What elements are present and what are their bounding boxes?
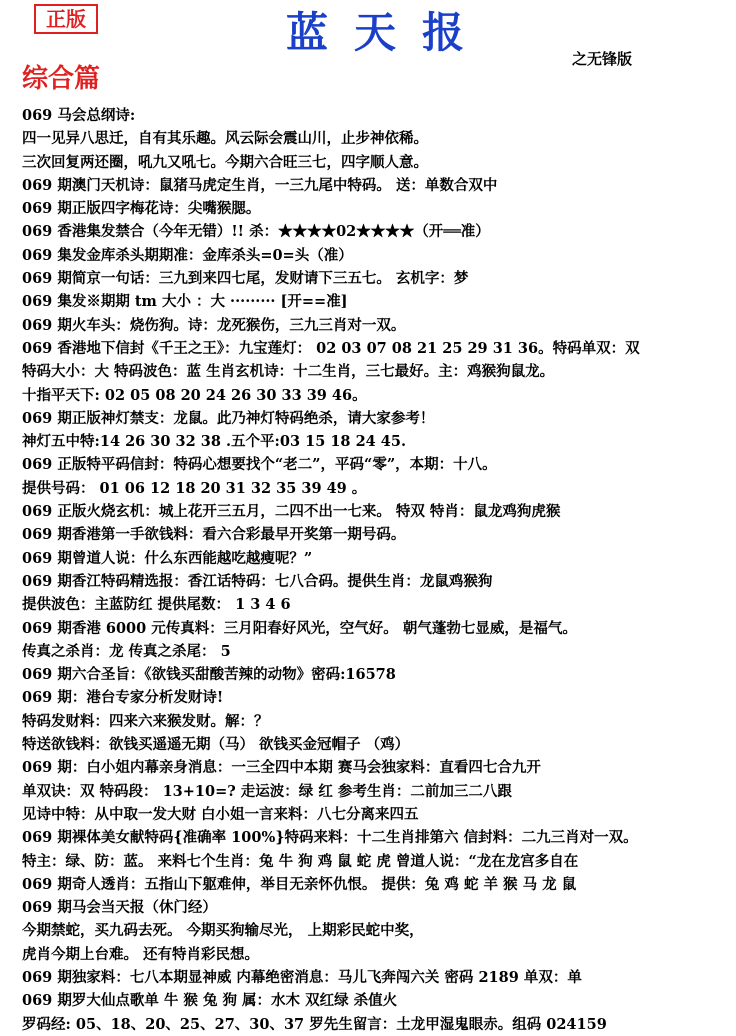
- text-line: 特主：绿、防：蓝。 来料七个生肖：兔 牛 狗 鸡 鼠 蛇 虎 曾道人说：“龙在龙宫多自在: [22, 852, 579, 870]
- text-line: 罗码经: 05、18、20、25、27、30、37 罗先生留言：土龙甲湿鬼眼赤。组码 024159: [22, 1015, 607, 1033]
- content-body: [22, 104, 722, 1036]
- text-line: 提供波色：主蓝防红 提供尾数： 1 3 4 6: [22, 596, 291, 614]
- text-line: 069 期正版神灯禁支：龙鼠。此乃神灯特码绝杀，请大家参考！: [22, 409, 435, 427]
- text-line: 069 香港地下信封《千王之王》：九宝莲灯： 02 03 07 08 21 25 29 31 36。特码单双：双: [22, 339, 640, 357]
- text-line: 069 正版特平码信封：特码心想要找个“老二”，平码“零”，本期：十八。: [22, 456, 497, 474]
- text-line: 069 期独家料：七八本期显神威 内幕绝密消息：马儿飞奔闯六关 密码 2189 单双：单: [22, 968, 582, 986]
- text-line: 069 集发金库杀头期期准：金库杀头=0=头（准）: [22, 246, 353, 264]
- text-line: 069 期香港第一手欲钱料：看六合彩最早开奖第一期号码。: [22, 526, 406, 544]
- text-line: 三次回复两还圈，吼九又吼七。今期六合旺三七，四字顺人意。: [22, 153, 428, 171]
- text-line: 传真之杀肖：龙 传真之杀尾： 5: [22, 642, 231, 660]
- text-line: 069 期六合圣旨：《欲钱买甜酸苦辣的动物》密码:16578: [22, 666, 396, 684]
- section-heading: 综合篇: [22, 64, 101, 94]
- text-line: 069 期裸体美女献特码{准确率 100%}特码来料：十二生肖排第六 信封料：二九三肖对一双。: [22, 829, 638, 847]
- text-line: 069 期简京一句话：三九到来四七尾，发财请下三五七。 玄机字：梦: [22, 270, 469, 288]
- text-line: 069 期曾道人说：什么东西能越吃越瘦呢？”: [22, 549, 313, 567]
- text-line: 069 期：白小姐内幕亲身消息：一三全四中本期 赛马会独家料：直看四七合九开: [22, 759, 541, 777]
- text-line: 069 香港集发禁合（今年无错）!! 杀：★★★★02★★★★（开══准）: [22, 223, 490, 241]
- text-line: 十指平天下: 02 05 08 20 24 26 30 33 39 46。: [22, 386, 367, 404]
- edition-badge: 正版: [34, 4, 98, 34]
- text-line: 虎肖今期上台难。 还有特肖彩民想。: [22, 945, 260, 963]
- text-line: 069 期马会当天报（休门经）: [22, 899, 217, 917]
- text-line: 特送欲钱料：欲钱买遥遥无期（马） 欲钱买金冠帽子 （鸡）: [22, 736, 410, 754]
- text-line: 069 期：港台专家分析发财诗!: [22, 689, 224, 707]
- text-line: 单双诀：双 特码段： 13+10=? 走运波：绿 红 参考生肖：二前加三二八跟: [22, 782, 512, 800]
- text-line: 提供号码： 01 06 12 18 20 31 32 35 39 49 。: [22, 479, 367, 497]
- text-line: 069 期罗大仙点歌单 牛 猴 兔 狗 属：水木 双红绿 杀值火: [22, 992, 398, 1010]
- text-line: 神灯五中特:14 26 30 32 38 .五个平:03 15 18 24 45.: [22, 433, 407, 451]
- text-line: 069 期香江特码精选报：香江话特码：七八合码。提供生肖：龙鼠鸡猴狗: [22, 572, 493, 590]
- text-line: 四一见异八思迁，自有其乐趣。风云际会震山川，止步神依稀。: [22, 130, 428, 148]
- text-line: 069 期澳门天机诗：鼠猪马虎定生肖，一三九尾中特码。 送：单数合双中: [22, 176, 498, 194]
- text-line: 特码大小：大 特码波色：蓝 生肖玄机诗：十二生肖，三七最好。主：鸡猴狗鼠龙。: [22, 363, 555, 381]
- text-line: 见诗中特：从中取一发大财 白小姐一言来料：八七分离来四五: [22, 805, 419, 823]
- edition-label: 之无锋版: [572, 50, 633, 68]
- text-line: 特码发财料：四来六来猴发财。解：？: [22, 712, 269, 730]
- text-line: 069 期奇人透肖：五指山下躯难伸，举目无亲怀仇恨。 提供：兔 鸡 蛇 羊 猴 马 龙 鼠: [22, 875, 577, 893]
- text-line: 今期禁蛇，买九码去死。 今期买狗输尽光， 上期彩民蛇中奖，: [22, 922, 424, 940]
- text-line: 069 马会总纲诗:: [22, 107, 136, 124]
- text-line: 069 期正版四字梅花诗：尖嘴猴腮。: [22, 200, 261, 218]
- text-line: 069 期火车头：烧伤狗。诗：龙死猴伤，三九三肖对一双。: [22, 316, 406, 334]
- text-line: 069 正版火烧玄机：城上花开三五月，二四不出一七来。 特双 特肖：鼠龙鸡狗虎猴: [22, 503, 561, 521]
- text-line: 069 集发※期期 tm 大小 ：大 ········· [开==准]: [22, 293, 348, 311]
- page-title: 蓝天报: [285, 8, 490, 57]
- text-line: 069 期香港 6000 元传真料：三月阳春好风光，空气好。 朝气蓬勃七显威，是福气。: [22, 619, 577, 637]
